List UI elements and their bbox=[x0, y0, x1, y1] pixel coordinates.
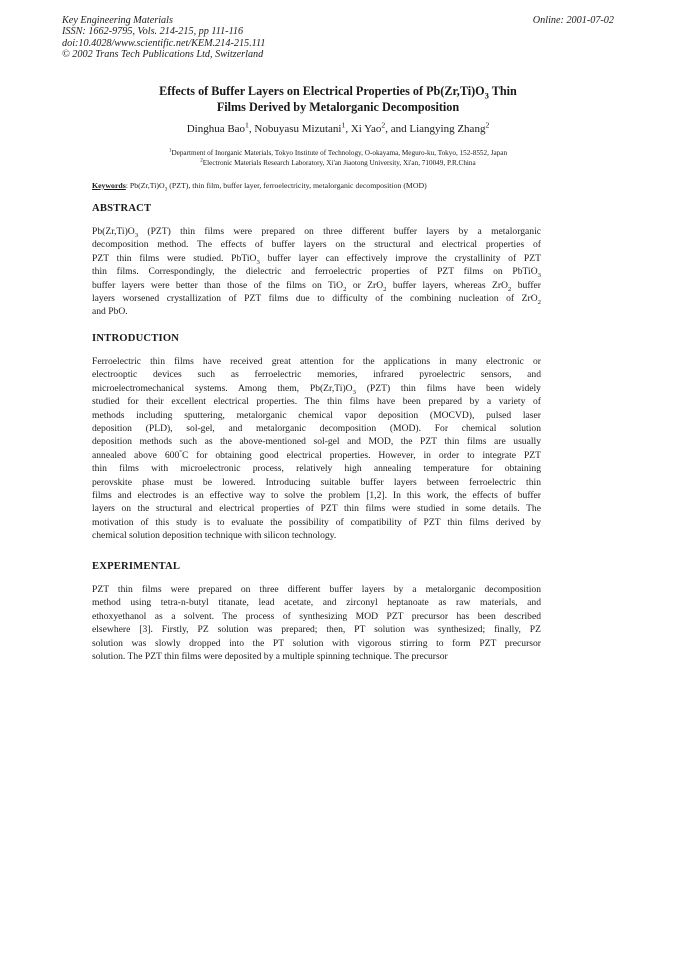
journal-name: Key Engineering Materials bbox=[62, 15, 173, 26]
affiliation-1: $^1$Department of Inorganic Materials, Tokyo Institute of Technology, O-okayama, Meguro-ku, Tokyo, 152-8552, Japan bbox=[168, 148, 508, 157]
introduction-line: deposition methods such as the above-mentioned sol-gel and MOD, the PZT thin films are usually bbox=[92, 436, 541, 448]
issn-line: ISSN: 1662-9795, Vols. 214-215, pp 111-116 bbox=[62, 26, 244, 38]
affiliation-2: $^2$Electronic Materials Research Laboratory, Xi'an Jiaotong University, Xi'an, 710049, P.R.China bbox=[200, 158, 476, 167]
online-date: Online: 2001-07-02 bbox=[532, 15, 614, 26]
abstract-line: decomposition method. The effects of buffer layers on the structural and electrical properties of bbox=[92, 239, 541, 251]
affiliations bbox=[62, 148, 614, 168]
introduction-line: films and electrodes is an effective way to solve the problem [1,2]. In this work, the effects of buffer bbox=[92, 489, 541, 501]
abstract-line: layers worsened crystallization of PZT films due to difficulty of the combining nucleation of ZrO$_2$ bbox=[92, 292, 541, 306]
introduction-line: Ferroelectric thin films have received great attention for the applications in many electronic or bbox=[92, 356, 541, 367]
introduction-line: microelectromechanical systems. Among them, $Pb(Zr,Ti)O_3$ (PZT) thin films have been widely bbox=[92, 382, 541, 396]
introduction-line: perovskite phase must be lowered. Introducing suitable buffer layers between ferroelectric thin bbox=[92, 476, 541, 488]
abstract-line: PZT thin films were studied. PbTiO$_3$ buffer layer can effectively improve the crystallinity of PZT bbox=[92, 252, 541, 266]
abstract-line: and PbO. bbox=[92, 306, 128, 318]
experimental-line: elsewhere [3]. Firstly, PZ solution was prepared; then, PT solution was synthesized; finally, PZ bbox=[92, 624, 541, 636]
abstract-heading: ABSTRACT bbox=[92, 203, 152, 214]
title-line-1: Effects of Buffer Layers on Electrical Properties of $Pb(Zr,Ti)O_3$ Thin bbox=[159, 84, 517, 101]
introduction-line: layers on the structural and electrical properties of PZT thin films were studied in some details. The bbox=[92, 503, 541, 515]
author-4: Liangying Zhang bbox=[409, 123, 486, 135]
title-line-2: Films Derived by Metalorganic Decomposition bbox=[216, 100, 460, 114]
author-2: Nobuyasu Mizutani bbox=[254, 123, 342, 135]
keywords-label: Keywords bbox=[92, 181, 126, 190]
keywords-line: Keywords: $Pb(Zr,Ti)O_3$ (PZT), thin film, buffer layer, ferroelectricity, metalorganic decomposition (MOD) bbox=[92, 181, 427, 193]
introduction-line: motivation of this study is to evaluate the possibility of compatibility of PZT thin films derived by bbox=[92, 516, 541, 528]
experimental-line: ethoxyethanol as a solvent. The process of synthesizing MOD PZT precursor has been described bbox=[92, 610, 541, 622]
author-1: Dinghua Bao bbox=[186, 123, 246, 135]
experimental-line: PZT thin films were prepared on three different buffer layers by a metalorganic decomposition bbox=[92, 584, 541, 595]
introduction-line: thin films with microelectronic process, relatively high annealing temperature for obtaining bbox=[92, 463, 541, 475]
journal-header bbox=[62, 15, 614, 61]
introduction-line: deposition (PLD), sol-gel, and metalorganic decomposition (MOD). For chemical solution bbox=[92, 422, 541, 434]
introduction-body bbox=[92, 355, 541, 542]
introduction-line: methods including sputtering, metalorganic chemical vapor deposition (MOCVD), pulsed laser bbox=[92, 409, 541, 421]
abstract-line: thin films. Correspondingly, the dielectric and ferroelectric properties of PZT films on PbTiO$_3$ bbox=[92, 266, 541, 279]
doi-line: doi:10.4028/www.scientific.net/KEM.214-215.111 bbox=[62, 37, 266, 49]
introduction-line: annealed above 600°C for obtaining good electrical properties. However, in order to integrate PZT bbox=[92, 448, 541, 461]
abstract-line: $Pb(Zr,Ti)O_3$ (PZT) thin films were prepared on three different buffer layers by a metalorganic bbox=[92, 226, 541, 239]
experimental-body bbox=[92, 583, 541, 663]
abstract-line: buffer layers were better than those of the films on TiO$_2$ or ZrO$_2$ buffer layers, whereas ZrO$_2$ buffer bbox=[92, 279, 541, 292]
author-3: Xi Yao bbox=[350, 123, 382, 135]
experimental-line: solution. The PZT thin films were deposited by a multiple spinning technique. The precursor bbox=[92, 650, 448, 662]
paper-title bbox=[62, 83, 614, 115]
abstract-body bbox=[92, 225, 541, 319]
copyright-line: © 2002 Trans Tech Publications Ltd, Switzerland bbox=[62, 49, 264, 61]
introduction-line: chemical solution deposition technique with silicon technology. bbox=[92, 530, 337, 542]
experimental-line: solution was slowly dropped into the PT solution with vigorous stirring to form PZT precursor bbox=[92, 637, 541, 649]
author-list: Dinghua Bao$^1$, Nobuyasu Mizutani$^1$, Xi Yao$^2$, and Liangying Zhang$^2$ bbox=[186, 120, 490, 135]
experimental-line: method using tetra-n-butyl titanate, lead acetate, and zirconyl heptanoate as raw materials, and bbox=[92, 597, 541, 609]
experimental-heading: EXPERIMENTAL bbox=[92, 561, 181, 572]
introduction-line: studied for their excellent electrical properties. The thin films have been prepared by a variety of bbox=[92, 396, 541, 408]
introduction-line: electrooptic devices such as ferroelectric memories, infrared pyroelectric sensors, and bbox=[92, 369, 541, 381]
introduction-heading: INTRODUCTION bbox=[92, 333, 180, 344]
